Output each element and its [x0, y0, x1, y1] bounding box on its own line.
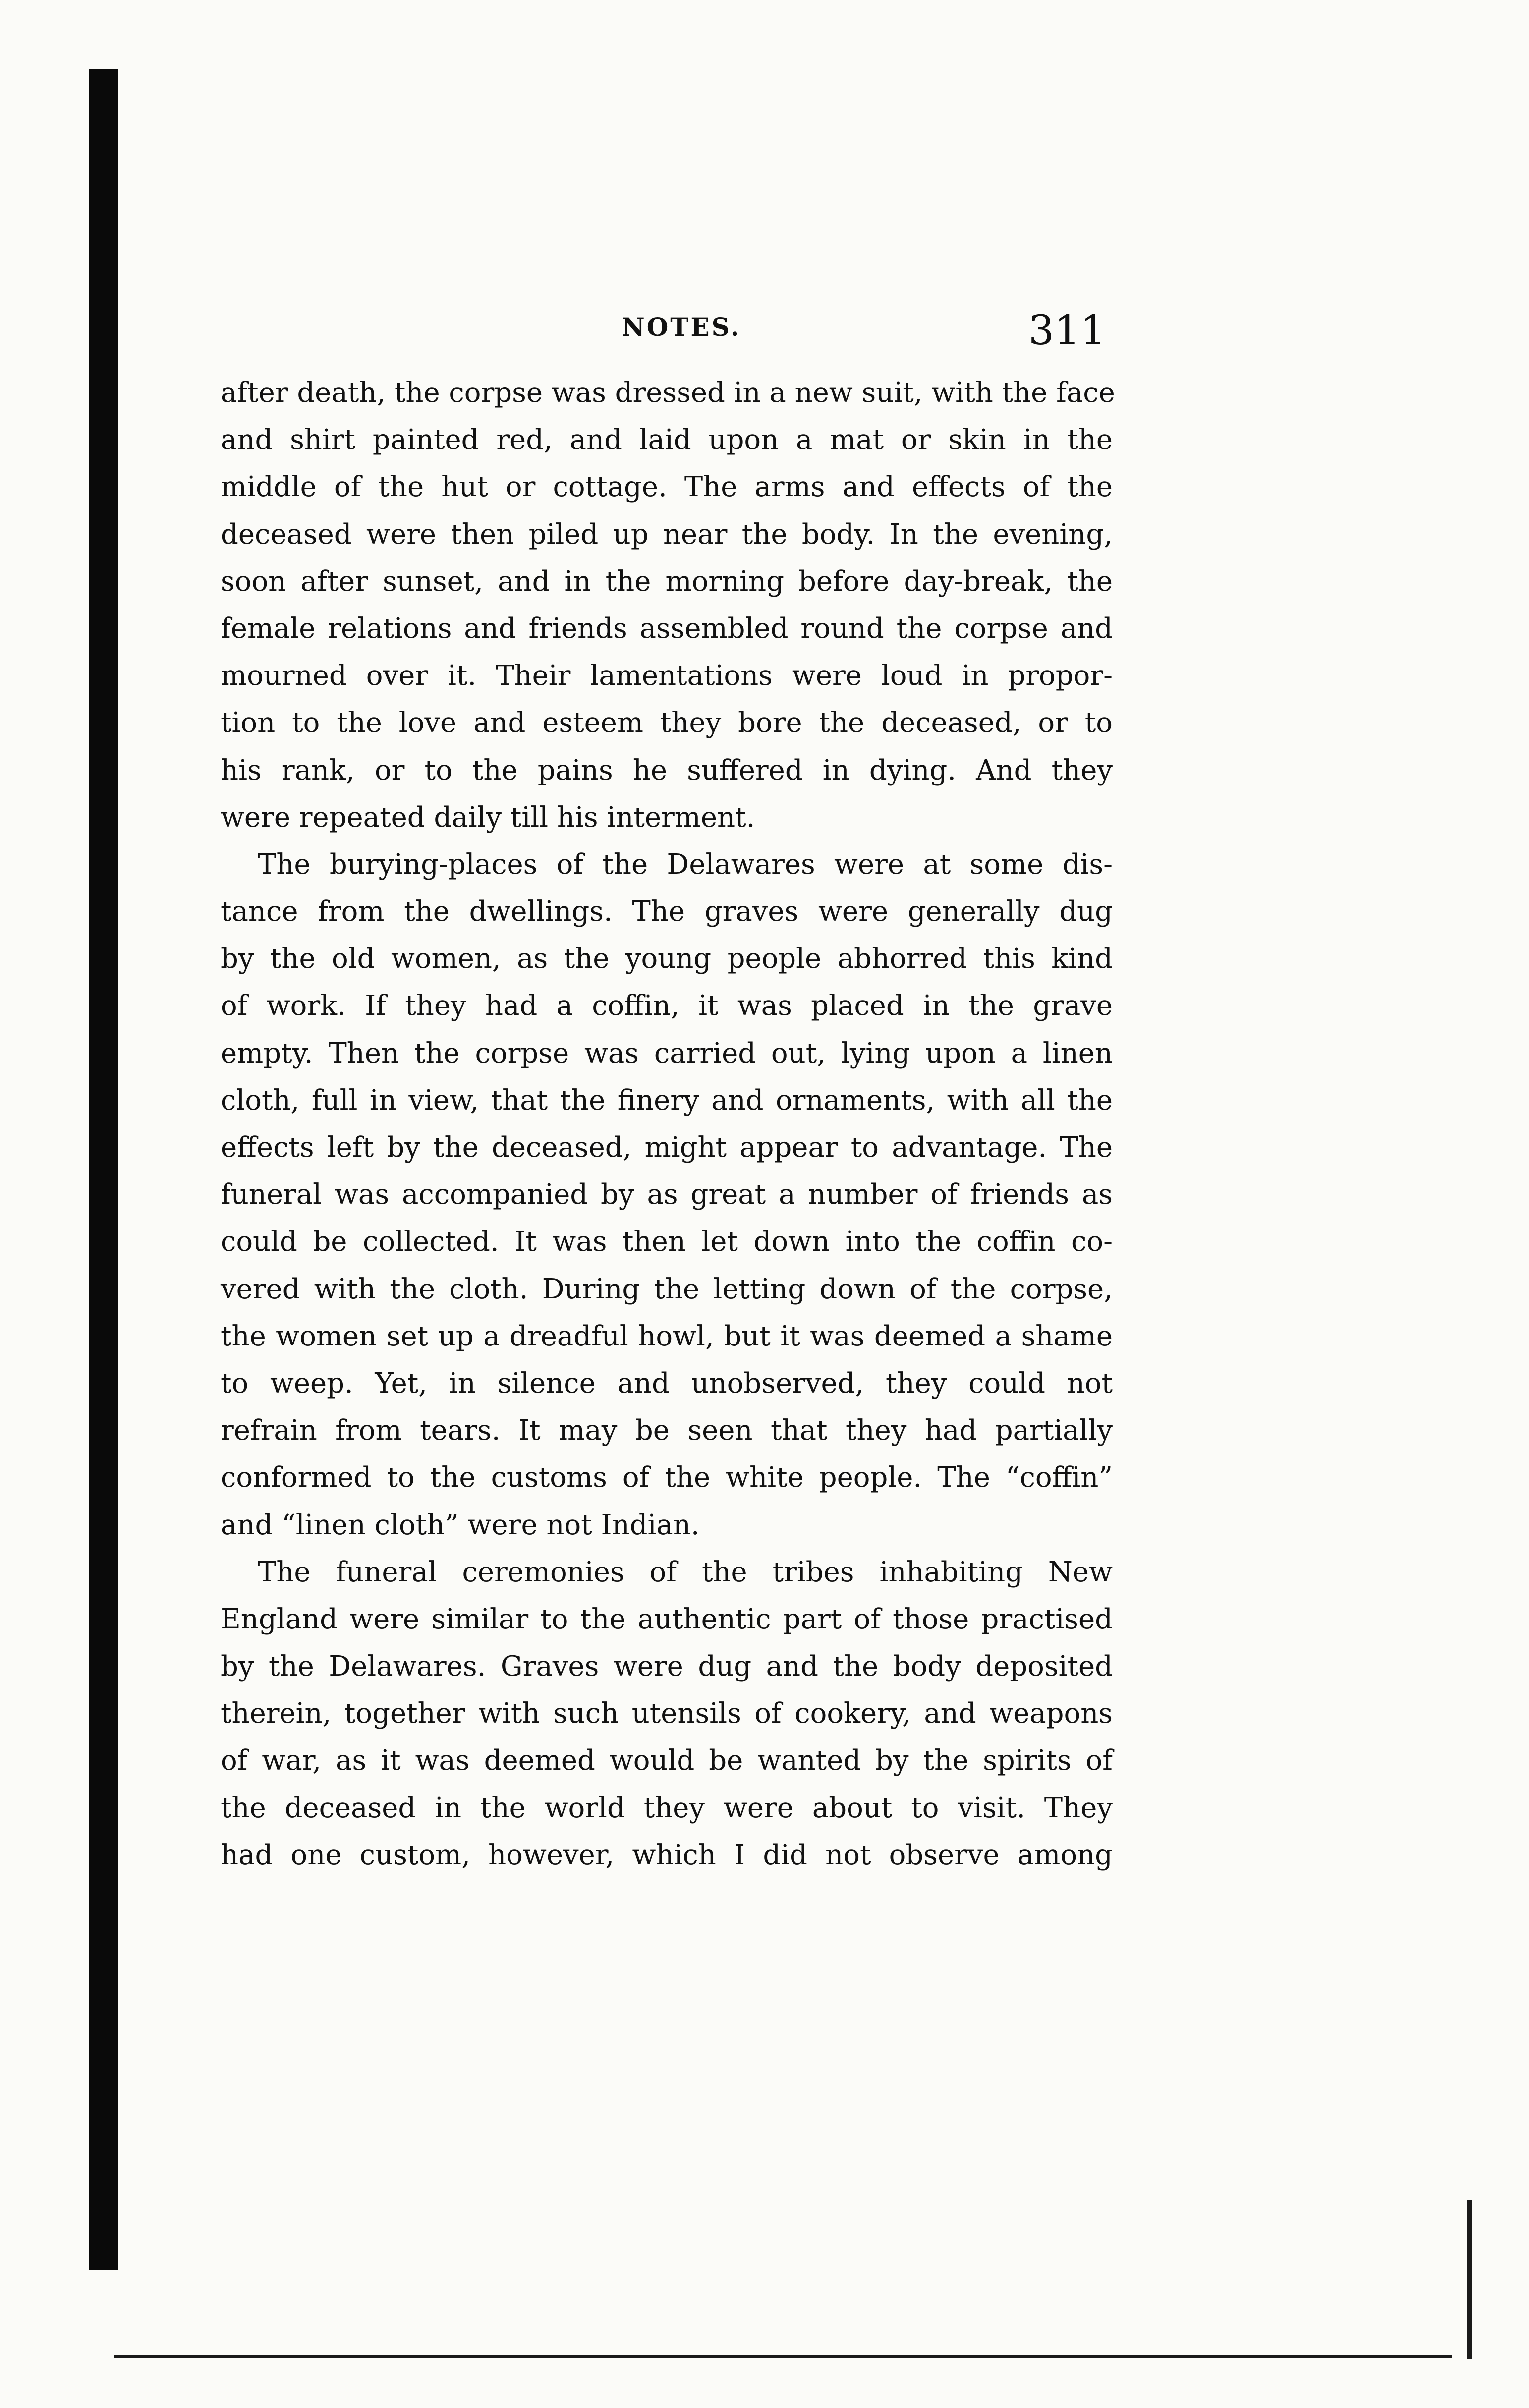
text-line: the deceased in the world they were about to visit. They [221, 1792, 1113, 1824]
text-line: to weep. Yet, in silence and unobserved, they could not [221, 1367, 1113, 1400]
text-line: vered with the cloth. During the letting down of the corpse, [221, 1273, 1113, 1305]
text-line: The funeral ceremonies of the tribes inhabiting New [258, 1556, 1113, 1588]
text-line: and “linen cloth” were not Indian. [221, 1509, 700, 1541]
running-head: NOTES. [622, 312, 741, 341]
text-line: after death, the corpse was dressed in a new suit, with the face [221, 377, 1115, 409]
body-text [221, 369, 1113, 1879]
text-line: female relations and friends assembled round the corpse and [221, 612, 1113, 645]
page-number: 311 [1028, 307, 1106, 354]
text-line: tion to the love and esteem they bore the deceased, or to [221, 707, 1113, 739]
text-line: had one custom, however, which I did not observe among [221, 1839, 1113, 1871]
text-line: the women set up a dreadful howl, but it was deemed a shame [221, 1320, 1113, 1352]
text-line: of war, as it was deemed would be wanted by the spirits of [221, 1744, 1113, 1777]
text-line: England were similar to the authentic part of those practised [221, 1603, 1113, 1635]
text-line: by the Delawares. Graves were dug and the body deposited [221, 1650, 1113, 1683]
text-line: The burying-places of the Delawares were at some dis- [258, 848, 1113, 881]
text-line: his rank, or to the pains he suffered in dying. And they [221, 754, 1113, 786]
text-line: soon after sunset, and in the morning before day-break, the [221, 565, 1113, 598]
text-line: by the old women, as the young people abhorred this kind [221, 943, 1113, 975]
text-line: cloth, full in view, that the finery and ornaments, with all the [221, 1084, 1113, 1117]
text-line: refrain from tears. It may be seen that they had partially [221, 1414, 1113, 1447]
page-header [221, 297, 1113, 357]
text-line: mourned over it. Their lamentations were loud in propor- [221, 660, 1113, 692]
text-line: empty. Then the corpse was carried out, lying upon a linen [221, 1037, 1113, 1069]
text-line: could be collected. It was then let down into the coffin co- [221, 1226, 1113, 1258]
text-line: therein, together with such utensils of cookery, and weapons [221, 1697, 1113, 1730]
text-line: effects left by the deceased, might appear to advantage. The [221, 1131, 1113, 1164]
text-line: deceased were then piled up near the body. In the evening, [221, 518, 1113, 551]
text-line: conformed to the customs of the white people. The “coffin” [221, 1461, 1113, 1494]
text-line: tance from the dwellings. The graves were generally dug [221, 896, 1113, 928]
text-line: of work. If they had a coffin, it was placed in the grave [221, 990, 1113, 1022]
text-line: were repeated daily till his interment. [221, 801, 755, 834]
text-line: middle of the hut or cottage. The arms and effects of the [221, 471, 1113, 504]
page-spine-shadow [89, 69, 118, 2270]
text-line: and shirt painted red, and laid upon a mat or skin in the [221, 424, 1113, 456]
text-line: funeral was accompanied by as great a number of friends as [221, 1178, 1113, 1211]
bottom-edge-rule [114, 2355, 1452, 2358]
right-edge-mark [1467, 2200, 1472, 2359]
